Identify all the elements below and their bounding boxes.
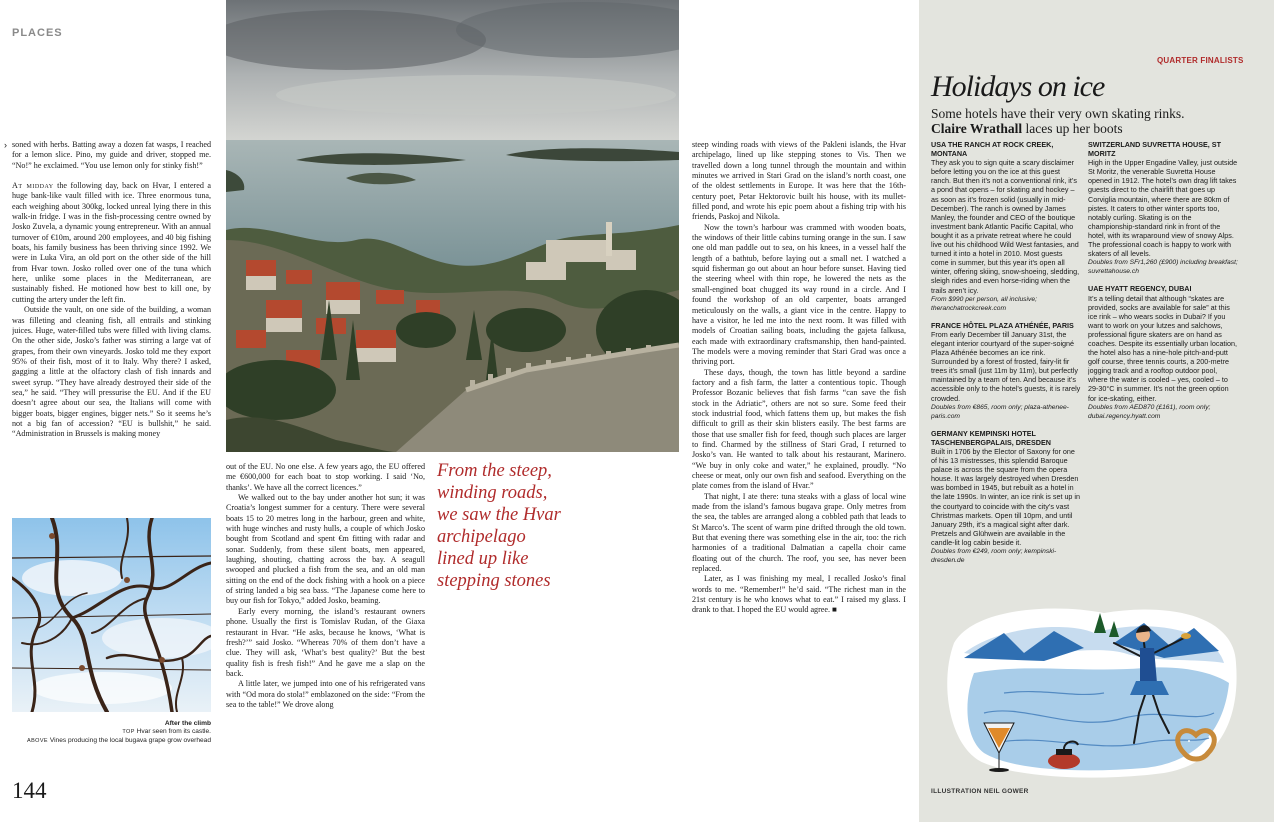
- article-paragraph: out of the EU. No one else. A few years ago, the EU offered me €600,000 for each boat to stop working. I said ‘No, thanks’. We have all the correct licences.”: [226, 462, 425, 492]
- entry-price: Doubles from €249, room only; kempinski-dresden.de: [931, 548, 1057, 565]
- entry-hotel: THE RANCH AT ROCK CREEK, MONTANA: [931, 140, 1054, 159]
- illustration-credit: ILLUSTRATION NEIL GOWER: [931, 788, 1029, 795]
- vines-photo: [12, 518, 211, 712]
- entry-hotel: HÔTEL PLAZA ATHÉNÉE, PARIS: [960, 320, 1074, 330]
- entry-hotel: HYATT REGENCY, DUBAI: [1103, 284, 1192, 294]
- entry-body: High in the Upper Engadine Valley, just outside St Moritz, the venerable Suvretta House opened in 1912. The hotel’s own drag lift takes guests direct to the chairlift that goes up Corviglia mountain, where there are 80km of pistes. It caters to other winter sports too, notably curling. Skating is on the championship-standard rink in front of the hotel, with its wraparound view of snowy Alps. The professional coach is happy to work with skaters of all levels.: [1088, 158, 1238, 259]
- caption-heading: After the climb: [164, 720, 211, 727]
- sidebar-column-1: [931, 140, 1081, 598]
- entry-hotel: KEMPINSKI HOTEL TASCHENBERGPALAIS, DRESDEN: [931, 428, 1051, 447]
- hotel-entry: [931, 140, 1081, 313]
- entry-body: Built in 1706 by the Elector of Saxony for one of his 13 mistresses, this splendid Baroque palace is across the square from the opera house. It was largely destroyed when Dresden was bombed in 1945, but rebuilt as a hotel in the late 1990s. In winter, an ice rink is set up in the courtyard to coincide with the city’s vast Christmas markets. Open till 10pm, and until January 29th, it’s a magical sight after dark. Pretzels and Glühwein are available in the candle-lit log cabin beside it.: [931, 447, 1081, 547]
- article-paragraph: Early every morning, the island’s restaurant owners phone. Usually the first is Tomislav Rudan, of the Giaxa restaurant in Hvar. “He asks, because he knows, ‘What is fresh?’” said Josko. “Whereas 70% of them don’t have a clue. They will ask, ‘What’s best quality?’ But the best quality fish is fresh fish!” And he gave me a slap on the back.: [226, 606, 425, 678]
- hotel-entry: [931, 429, 1081, 565]
- entry-hotel: SUVRETTA HOUSE, ST MORITZ: [1088, 140, 1221, 159]
- hvar-harbour-photo: [226, 0, 679, 452]
- photo-caption: [12, 720, 211, 745]
- entry-body: They ask you to sign quite a scary disclaimer before letting you on the ice at this guest ranch. But then it’s not a conventional rink, it’s a pond that opens – for skating and hockey – as soon as it’s frozen solid (usually in mid-December). The ranch is owned by James Manley, the founder and CEO of the boutique investment bank Atlantic Pacific Capital, who bought it as a private retreat where he could live out his childhood Wild West fantasies, and turned it into a hotel in 2010. Most guests come in summer, but this year it’s open all winter, offering skiing, snow-shoeing, sledding, sleigh rides and even horse-riding when the trails aren’t icy.: [931, 158, 1080, 295]
- sidebar-title: Holidays on ice: [931, 70, 1105, 103]
- article-paragraph: Outside the vault, on one side of the building, a woman was filleting and cleaning fish, all entrails and stinking juices. Huge, water-filled tubs were filled with living clams. On the other side, Josko’s father was stirring a large vat of grapes, from their own vineyards. Josko told me they export 95% of their fish, most of it to Italy. Why there? I asked, gagging a little at the olfactory clash of fish innards and sweet syrup. “They have already destroyed their side of the sea,” he said. “They will pressurise the EU. And if the EU doesn’t agree about our sea, the Italians will come with bigger boats, bigger engines, bigger nets.” So it seems he’s not a big fan of accession? “EU is bullshit,” he said. “Administration in Brussels is making money: [12, 305, 211, 439]
- article-paragraph: steep winding roads with views of the Pakleni islands, the Hvar archipelago, lined up like stepping stones to Vis. Then we travelled down a long tunnel through the mountain and within minutes we arrived in Stari Grad on the island’s north coast, one of the oldest settlements in Europe. It was here that the 16th-century poet, Petar Hektorovic built his house, with its mullet-filled pond, and wrote his epic poem about a fishing trip with his friends, Paskoj and Nikola.: [692, 140, 906, 222]
- pull-quote: From the steep, winding roads, we saw the Hvar archipelago lined up like stepping stones: [437, 461, 561, 591]
- hotel-entry: [1088, 140, 1238, 276]
- article-column-2: [226, 462, 425, 762]
- caption-line: TOP Hvar seen from its castle.: [122, 728, 211, 736]
- article-paragraph: Now the town’s harbour was crammed with wooden boats, the windows of their little cabins turning orange in the sun. I saw one old man paddle out to sea, on his knees, in a vessel half the length of a bathtub, before laying out a small net. I watched a squid fisherman go out about an hour before sunset. Having tied the steering wheel with thin rope, he lowered the nets as the small-engined boat chugged its way round in a circle. And I found the workshop of an old carpenter, boats arranged meticulously on the walls, a giant vice in the centre. Happy to have a visitor, he led me into the next room. It was filled with models of Croatian sailing boats, including the gajeta falkusa, each made with extraordinary craftsmanship, then hand-painted. The models were a moving reminder that Stari Grad was once a thriving port.: [692, 222, 906, 367]
- caption-line: ABOVE Vines producing the local bugava grape grow overhead: [27, 736, 211, 744]
- page-number: 144: [12, 778, 47, 803]
- author-name: Claire Wrathall: [931, 120, 1023, 136]
- entry-price: Doubles from €865, room only; plaza-athenee-paris.com: [931, 403, 1069, 420]
- entry-body: From early December till January 31st, the elegant interior courtyard of the super-soigné Plaza Athénée becomes an ice rink. Surrounded by a forest of frosted, fairy-lit fir trees it’s small (just 11m by 11m), but perfectly maintained by a team of ten. And because it’s accessible only to the hotel’s guests, it is rarely crowded.: [931, 329, 1081, 403]
- article-column-1: [12, 140, 211, 508]
- entry-country: GERMANY: [931, 428, 968, 438]
- entry-price: Doubles from SFr1,260 (£900) including breakfast; suvrettahouse.ch: [1088, 259, 1238, 276]
- article-paragraph: That night, I ate there: tuna steaks with a glass of local wine made from the island’s famous bugava grape. Only metres from the sea, the tables are arranged along a cobbled path that leads to St Marco’s. The scent of warm pine drifted through the old town. But that evening there was something else in the air, too: the rich harmonies of a traditional Dalmatian a capella choir came floating out of the church. The roof, you see, has never been replaced.: [692, 491, 906, 574]
- sidebar-kicker: QUARTER FINALISTS: [1157, 56, 1244, 65]
- sidebar-column-2: [1088, 140, 1238, 600]
- entry-country: FRANCE: [931, 320, 961, 330]
- drop-lead: At midday: [12, 181, 54, 191]
- article-paragraph: At midday the following day, back on Hvar, I entered a huge bank-like vault filled with ice. Three enormous tuna, each weighing about 300kg, locked unreal lying there in this walk-in fridge. I was in the fish-processing centre owned by Josko Zuvela, a dynamic young entrepreneur. With an annual turnover of €10m, around 200 employees, and 40 big fishing boats, his family business has been thriving since 1992. We were in Luka Vira, an old port on the other side of the hill from Hvar town. Josko rolled over one of the tuna which here, unlike some places in the Mediterranean, are sustainably fished. He motioned how best to kill one, by cutting the artery under the left fin.: [12, 181, 211, 304]
- entry-price: Doubles from AED870 (£161), room only; dubai.regency.hyatt.com: [1088, 403, 1211, 420]
- sidebar-standfirst: Some hotels have their very own skating rinks. Claire Wrathall laces up her boots: [931, 106, 1185, 136]
- article-paragraph: A little later, we jumped into one of his refrigerated vans with “Od mora do stola!” emblazoned on the side: “From the sea to the table!” We drove along: [226, 679, 425, 709]
- article-paragraph: Later, as I was finishing my meal, I recalled Josko’s final words to me. “Remember!” he’d said. “The richest man in the 21st century is he who knows what to eat.” I raised my glass. I drank to that. I hoped the EU would agree. ■: [692, 574, 906, 615]
- article-column-3: [692, 140, 906, 752]
- article-paragraph: These days, though, the town has little beyond a sardine factory and a fish farm, the latter a contentious topic. Though Professor Bozanic believes that fish farms “can save the fish stock in the Adriatic”, others are not so sure. Some feed their stock industrial food, which fattens them up, but makes the fish difficult to grill as their skin blisters easily. The best farms are those that use smaller fish for feed, though such places are larger to find. Charmed by the stillness of Stari Grad, I returned to Josko’s van. He wanted to talk about his restaurant, Marinero. “We buy in only coke and water,” he explained, proudly. “No cheese or meat, only our own fish and seafood. Everything on the plate comes from the island of Hvar.”: [692, 367, 906, 491]
- article-paragraph: soned with herbs. Batting away a dozen fat wasps, I reached for a lemon slice. Pino, my guide and driver, stopped me. “No!” he exclaimed. “You use lemon only for stinky fish!”: [12, 140, 211, 170]
- section-label: PLACES: [12, 27, 63, 39]
- entry-price: From $990 per person, all inclusive; theranchatrockcreek.com: [931, 295, 1037, 312]
- skating-illustration: [944, 603, 1240, 778]
- entry-country: UAE: [1088, 284, 1104, 294]
- entry-country: USA: [931, 140, 946, 149]
- continuation-arrow-icon: ›: [4, 140, 7, 150]
- hotel-entry: [1088, 284, 1238, 420]
- entry-body: It’s a telling detail that although “skates are provided, socks are available for sale” at this ice rink – who wears socks in Dubai? If you want to work on your lutzes and salchows, professional figure skaters are on hand as coaches. Despite its essentially urban location, the hotel also has a nine-hole pitch-and-putt golf course, three tennis courts, a 200-metre jogging track and a rooftop outdoor pool, where the water is cooled – yes, cooled – to 29-30°C in summer. It’s not the green option for ice-skating, either.: [1088, 293, 1238, 403]
- entry-country: SWITZERLAND: [1088, 140, 1141, 149]
- hotel-entry: [931, 321, 1081, 421]
- article-paragraph: We walked out to the bay under another hot sun; it was Croatia’s longest summer for a century. There were several boats 15 to 20 metres long in the harbour, green and white, with huge winches and rusty hulls, a couple of which Josko bought from Scotland and spent €m fitting with radar and sonar. Suddenly, from these silent boats, men appeared, laughing, shouting, chatting across the bay. A seagull swooped and plucked a fish from the sea, and an old man sitting on the end of the dock fishing with a hook on a piece of string landed a big sea bass. “The Japanese come here to buy our fish for Tokyo,” added Josko, beaming.: [226, 493, 425, 606]
